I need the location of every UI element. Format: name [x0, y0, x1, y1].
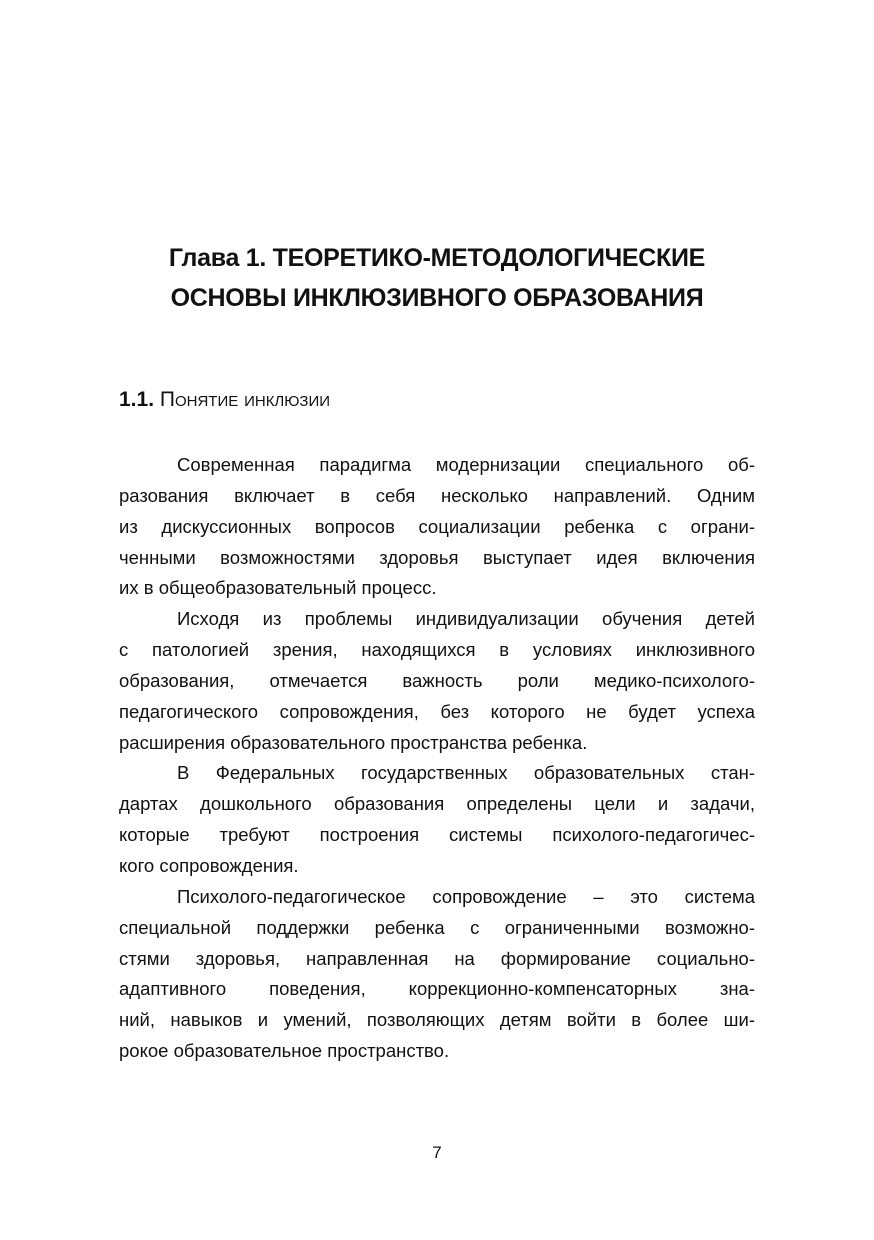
- section-number: 1.1.: [119, 388, 155, 411]
- section-heading: [119, 388, 330, 412]
- paragraph: [119, 758, 755, 881]
- text-line: их в общеобразовательный процесс.: [119, 577, 437, 599]
- chapter-title-line: Глава 1. ТЕОРЕТИКО-МЕТОДОЛОГИЧЕСКИЕ: [168, 244, 706, 272]
- page-number: 7: [432, 1143, 442, 1162]
- text-line: адаптивного поведения, коррекционно-компенсаторных зна-: [119, 978, 755, 1000]
- text-line: специальной поддержки ребенка с ограниченными возможно-: [119, 916, 755, 938]
- text-line: кого сопровождения.: [119, 854, 299, 876]
- text-line: из дискуссионных вопросов социализации ребенка с ограни-: [119, 515, 755, 537]
- text-line: рокое образовательное пространство.: [119, 1040, 450, 1062]
- text-line: ченными возможностями здоровья выступает идея включения: [119, 546, 755, 568]
- text-line: Исходя из проблемы индивидуализации обучения детей: [177, 608, 755, 630]
- text-line: стями здоровья, направленная на формирование социально-: [119, 947, 755, 969]
- text-line: образования, отмечается важность роли медико-психолого-: [119, 669, 755, 691]
- text-line: ний, навыков и умений, позволяющих детям войти в более ши-: [119, 1009, 755, 1031]
- section-title: Понятие инклюзии: [159, 388, 331, 411]
- text-line: которые требуют построения системы психолого-педагогичес-: [119, 824, 755, 846]
- chapter-title: [0, 238, 874, 318]
- text-line: расширения образовательного пространства ребенка.: [119, 731, 588, 753]
- paragraph: [119, 450, 755, 604]
- text-line: педагогического сопровождения, без которого не будет успеха: [119, 700, 755, 722]
- body-text: [119, 450, 755, 1067]
- text-line: В Федеральных государственных образовательных стан-: [177, 762, 755, 784]
- text-line: Психолого-педагогическое сопровождение – это система: [177, 885, 755, 907]
- text-line: Современная парадигма модернизации специального об-: [177, 454, 755, 475]
- paragraph: [119, 604, 755, 758]
- text-line: с патологией зрения, находящихся в условиях инклюзивного: [119, 639, 755, 661]
- chapter-title-line: ОСНОВЫ ИНКЛЮЗИВНОГО ОБРАЗОВАНИЯ: [170, 284, 704, 312]
- paragraph: [119, 882, 755, 1067]
- text-line: разования включает в себя несколько направлений. Одним: [119, 484, 755, 506]
- text-line: дартах дошкольного образования определены цели и задачи,: [119, 793, 755, 815]
